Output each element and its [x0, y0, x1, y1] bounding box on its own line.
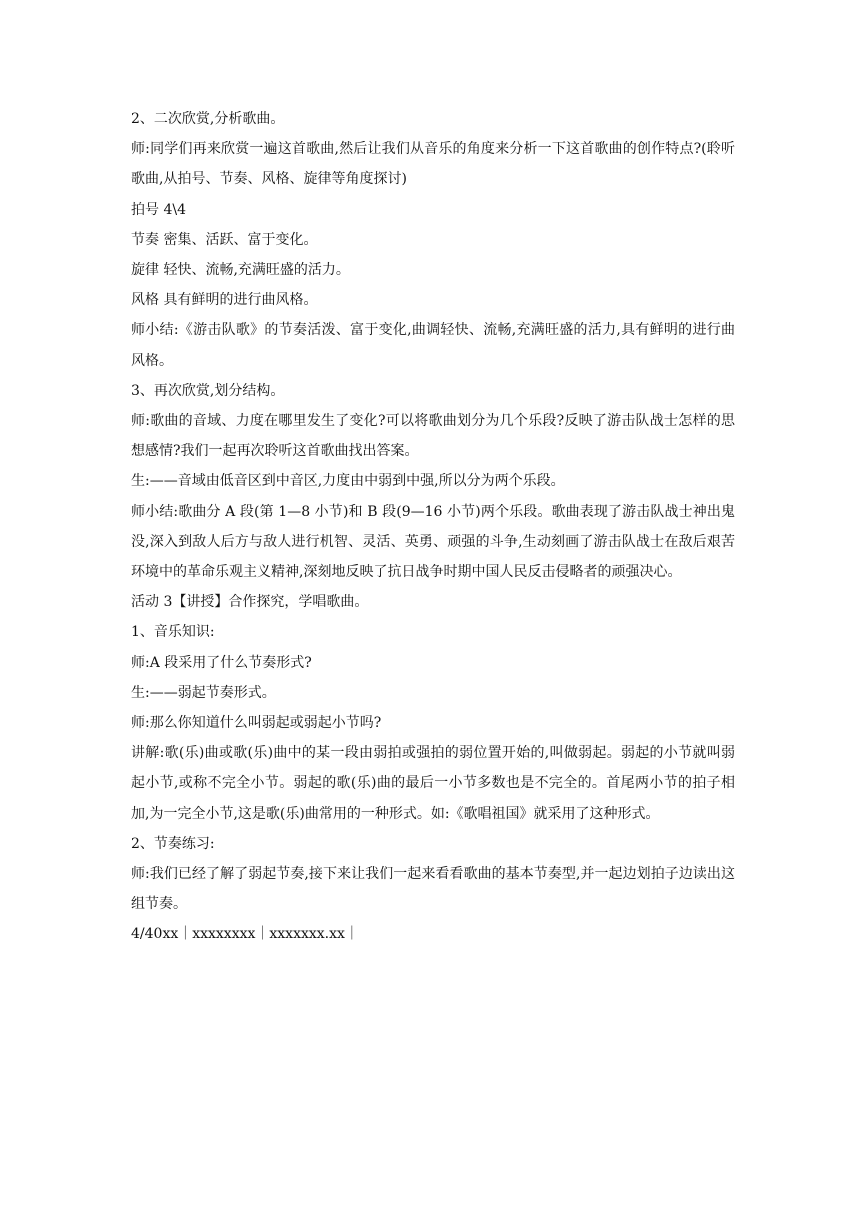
teacher-prompt-analysis: 师:同学们再来欣赏一遍这首歌曲,然后让我们从音乐的角度来分析一下这首歌曲的创作特点?(聆听歌曲,从拍号、节奏、风格、旋律等角度探讨) [131, 141, 735, 188]
teacher-question-anacrusis: 师:那么你知道什么叫弱起或弱起小节吗? [131, 715, 382, 732]
style-line: 风格 具有鲜明的进行曲风格。 [131, 292, 318, 309]
teacher-instruction-rhythm: 师:我们已经了解了弱起节奏,接下来让我们一起来看看歌曲的基本节奏型,并一起边划拍子边读出这组节奏。 [131, 866, 735, 913]
teacher-question-rhythm-form: 师:A 段采用了什么节奏形式? [131, 654, 312, 671]
teacher-prompt-structure: 师:歌曲的音域、力度在哪里发生了变化?可以将歌曲划分为几个乐段?反映了游击队战士怎样的思想感情?我们一起再次聆听这首歌曲找出答案。 [131, 413, 735, 460]
teacher-summary-structure: 师小结:歌曲分 A 段(第 1—8 小节)和 B 段(9—16 小节)两个乐段。歌曲表现了游击队战士神出鬼没,深入到敌人后方与敌人进行机智、灵活、英勇、顽强的斗争,生动刻画了游击队战士在敌后艰苦环境中的革命乐观主义精神,深刻地反映了抗日战争时期中国人民反击侵略者的顽强决心。 [131, 503, 735, 581]
section-heading-structure: 3、再次欣赏,划分结构。 [131, 382, 285, 399]
document-page [131, 104, 735, 950]
explanation-anacrusis: 讲解:歌(乐)曲或歌(乐)曲中的某一段由弱拍或强拍的弱位置开始的,叫做弱起。弱起的小节就叫弱起小节,或称不完全小节。弱起的歌(乐)曲的最后一小节多数也是不完全的。首尾两小节的拍子相加,为一完全小节,这是歌(乐)曲常用的一种形式。如:《歌唱祖国》就采用了这种形式。 [131, 745, 735, 822]
subheading-rhythm-practice: 2、节奏练习: [131, 835, 215, 852]
rhythm-line: 节奏 密集、活跃、富于变化。 [131, 231, 318, 248]
melody-line: 旋律 轻快、流畅,充满旺盛的活力。 [131, 262, 350, 279]
student-answer-structure: 生:——音域由低音区到中音区,力度由中弱到中强,所以分为两个乐段。 [131, 473, 565, 490]
subheading-music-knowledge: 1、音乐知识: [131, 624, 215, 641]
student-answer-rhythm-form: 生:——弱起节奏形式。 [131, 684, 276, 701]
time-signature-line: 拍号 4\4 [131, 201, 186, 218]
rhythm-notation-line: 4/40xx｜xxxxxxxx｜xxxxxxx.xx｜ [131, 926, 359, 943]
section-heading-second-listening: 2、二次欣赏,分析歌曲。 [131, 111, 285, 127]
activity-heading: 活动 3【讲授】合作探究，学唱歌曲。 [131, 594, 369, 611]
teacher-summary-style: 师小结:《游击队歌》的节奏活泼、富于变化,曲调轻快、流畅,充满旺盛的活力,具有鲜明的进行曲风格。 [131, 322, 735, 369]
